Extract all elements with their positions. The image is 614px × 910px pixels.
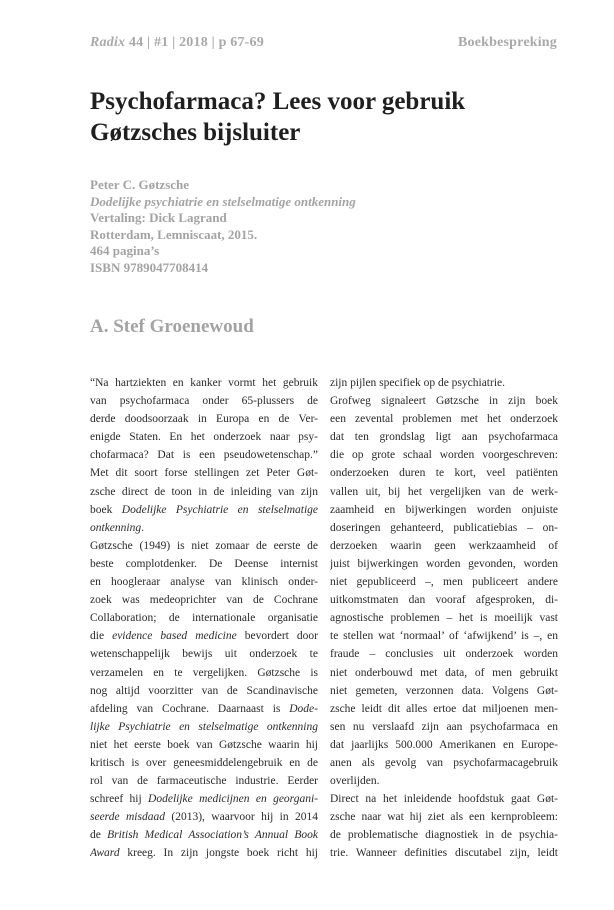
- text-line: [90, 808, 318, 826]
- text-run: onderzoeken duren te kort, veel patiënten: [330, 467, 558, 480]
- text-line: [90, 645, 318, 663]
- text-run: niet het eerste boek van Gøtzsche waarin hij: [90, 738, 318, 751]
- text-line: [330, 573, 558, 591]
- text-line: [330, 609, 558, 627]
- text-line: [330, 483, 558, 501]
- book-isbn: ISBN 9789047708414: [90, 259, 209, 275]
- text-line: [90, 392, 318, 410]
- text-run: enigde Staten. En het onderzoek naar psy-: [90, 431, 318, 444]
- text-run: juist bijwerkingen worden gevonden, worden: [330, 557, 558, 570]
- text-run: zijn pijlen specifiek op de psychiatrie.: [330, 377, 505, 389]
- text-run: niet gemeten, verzonnen data. Volgens Gøt-: [330, 684, 558, 697]
- text-run: afdeling van Cochrane. Daarnaast is: [90, 702, 290, 715]
- text-line: [330, 519, 558, 537]
- text-line: [90, 736, 318, 754]
- italic-text: evidence based medicine: [112, 630, 237, 643]
- text-line: [330, 700, 558, 718]
- title-line-1: Psychofarmaca? Lees voor gebruik: [90, 88, 466, 115]
- text-run: zoek was medeoprichter van de Cochrane: [90, 594, 318, 607]
- text-line: [90, 573, 318, 591]
- text-line: [330, 682, 558, 700]
- journal-citation: [90, 35, 264, 51]
- text-run: Met dit soort forse stellingen zet Peter Gøt-: [90, 467, 318, 480]
- text-run: Grofweg signaleert Gøtzsche in zijn boek: [330, 395, 558, 408]
- book-details: [90, 177, 530, 276]
- text-run: bevordert door: [236, 630, 318, 643]
- section-label: Boekbespreking: [457, 35, 557, 50]
- text-line: [330, 736, 558, 754]
- text-run: trie. Wanneer definities discutabel zijn, leidt: [330, 847, 558, 860]
- text-line: [330, 374, 558, 392]
- italic-text: Dodelijke medicijnen en georgani-: [148, 793, 318, 806]
- text-line: [330, 428, 558, 446]
- text-line: [330, 772, 558, 790]
- text-line: [90, 754, 318, 772]
- text-line: [90, 501, 318, 519]
- book-title: Dodelijke psychiatrie en stelselmatige ontkenning: [90, 193, 356, 209]
- text-line: [90, 483, 318, 501]
- text-run: kritisch is over geneesmiddelengebruik en de: [90, 756, 318, 769]
- running-head: [90, 35, 557, 51]
- text-run: Collaboration; de internationale organisatie: [90, 612, 318, 625]
- text-run: derzoeken waarin geen werkzaamheid of: [330, 539, 558, 552]
- book-author: Peter C. Gøtzsche: [90, 177, 190, 192]
- text-line: [90, 844, 318, 862]
- text-run: dat ten grondslag ligt aan psychofarmaca: [330, 431, 558, 444]
- body-column-left: [90, 374, 318, 863]
- text-line: [90, 591, 318, 609]
- text-run: anen als gevolg van psychofarmacagebruik: [330, 756, 558, 769]
- italic-text: Dodelijke Psychiatrie en stelselmatige: [121, 503, 318, 516]
- text-line: [330, 645, 558, 663]
- text-run: niet onderbouwd met data, of men gebruikt: [330, 666, 558, 679]
- text-run: boek: [90, 503, 122, 516]
- text-run: en hoogleraar analyse van klinisch onder-: [90, 576, 318, 589]
- article-title: [90, 86, 530, 148]
- text-run: chofarmaca? Dat is een pseudowetenschap.”: [90, 449, 318, 462]
- text-line: [90, 664, 318, 682]
- text-run: die: [90, 630, 113, 643]
- text-line: [90, 826, 318, 844]
- text-run: rol van de farmaceutische industrie. Eerder: [90, 775, 318, 788]
- text-line: [90, 428, 318, 446]
- text-line: [330, 844, 558, 862]
- journal-issue: 44 | #1 | 2018 | p 67-69: [128, 35, 264, 50]
- text-run: “Na hartziekten en kanker vormt het gebruik: [90, 377, 318, 389]
- book-pages: 464 pagina’s: [90, 243, 160, 258]
- text-line: [90, 410, 318, 428]
- text-run: te stellen wat ‘normaal’ of ‘afwijkend’ is –, en: [330, 630, 558, 643]
- text-run: kreeg. In zijn jongste boek richt hij: [119, 847, 318, 860]
- text-run: de: [90, 829, 108, 842]
- text-run: zaamheid en bijwerkingen worden onjuiste: [330, 503, 558, 516]
- text-line: [330, 446, 558, 464]
- text-run: derde doodsoorzaak in Europa en de Ver-: [90, 413, 318, 426]
- text-line: [90, 718, 318, 736]
- text-line: [90, 772, 318, 790]
- text-line: [90, 519, 318, 537]
- text-run: Direct na het inleidende hoofdstuk gaat Gøt-: [330, 793, 558, 806]
- text-line: [90, 627, 318, 645]
- text-line: [330, 826, 558, 844]
- text-run: overlijden.: [330, 775, 380, 788]
- text-run: van psychofarmaca onder 65-plussers de: [90, 395, 318, 408]
- text-run: zsche leidt dit alles ertoe dat miljoenen men-: [330, 702, 558, 715]
- title-line-2: Gøtzsches bijsluiter: [90, 119, 301, 146]
- book-translation: Vertaling: Dick Lagrand: [90, 210, 227, 225]
- text-run: dat jaarlijks 500.000 Amerikanen en Europe-: [330, 738, 558, 751]
- italic-text: ontkenning: [90, 521, 142, 534]
- text-run: die op grote schaal worden voorgeschreven:: [330, 449, 558, 462]
- italic-text: lijke Psychiatrie en stelselmatige ontkenning: [90, 720, 318, 733]
- text-run: .: [141, 521, 144, 534]
- italic-text: seerde misdaad: [90, 811, 165, 824]
- text-line: [90, 464, 318, 482]
- text-line: [330, 555, 558, 573]
- text-line: [90, 682, 318, 700]
- text-run: (2013), waarvoor hij in 2014: [164, 811, 318, 824]
- reviewer-name: A. Stef Groenewoud: [90, 316, 254, 337]
- body-column-right: [330, 374, 558, 863]
- text-line: [330, 464, 558, 482]
- italic-text: British Medical Association’s Annual Book: [107, 829, 318, 842]
- text-line: [90, 537, 318, 555]
- italic-text: Award: [90, 847, 120, 860]
- text-line: [330, 410, 558, 428]
- text-line: [330, 664, 558, 682]
- text-line: [330, 808, 558, 826]
- text-line: [90, 790, 318, 808]
- text-run: agnostische problemen – het is moeilijk vast: [330, 612, 558, 625]
- text-line: [90, 700, 318, 718]
- text-line: [330, 392, 558, 410]
- book-publisher: Rotterdam, Lemniscaat, 2015.: [90, 226, 258, 242]
- text-run: zsche direct de toon in de inleiding van zijn: [90, 485, 318, 498]
- text-line: [330, 790, 558, 808]
- journal-name: Radix: [90, 35, 126, 50]
- text-run: nog altijd voorzitter van de Scandinavische: [90, 684, 318, 697]
- text-run: de problematische diagnostiek in de psychia-: [330, 829, 558, 842]
- text-run: wetenschappelijk bewijs uit onderzoek te: [90, 648, 318, 661]
- text-run: beste complotdenker. De Deense internist: [90, 557, 318, 570]
- text-run: doseringen gehanteerd, publicatiebias – on-: [330, 521, 558, 534]
- text-line: [90, 446, 318, 464]
- text-run: Gøtzsche (1949) is niet zomaar de eerste de: [90, 539, 318, 552]
- text-run: niet gepubliceerd –, men publiceert andere: [330, 576, 558, 589]
- italic-text: Dode-: [289, 702, 318, 715]
- text-line: [330, 537, 558, 555]
- text-line: [90, 609, 318, 627]
- text-line: [330, 718, 558, 736]
- text-run: schreef hij: [90, 793, 149, 806]
- text-line: [330, 501, 558, 519]
- text-line: [90, 555, 318, 573]
- text-run: een zevental problemen met het onderzoek: [330, 413, 558, 426]
- text-run: fraude – conclusies uit onderzoek worden: [330, 648, 558, 661]
- text-run: zsche naar wat hij ziet als een kernprobleem:: [330, 811, 558, 824]
- text-run: vallen uit, bij het vergelijken van de werk-: [330, 485, 558, 498]
- text-run: verzamelen en te vergelijken. Gøtzsche is: [90, 666, 318, 679]
- text-line: [90, 374, 318, 392]
- text-line: [330, 627, 558, 645]
- text-run: uitkomstmaten dan vooraf afgesproken, di-: [330, 594, 558, 607]
- text-line: [330, 591, 558, 609]
- text-run: sen nu verslaafd zijn aan psychofarmaca en: [330, 720, 558, 733]
- text-line: [330, 754, 558, 772]
